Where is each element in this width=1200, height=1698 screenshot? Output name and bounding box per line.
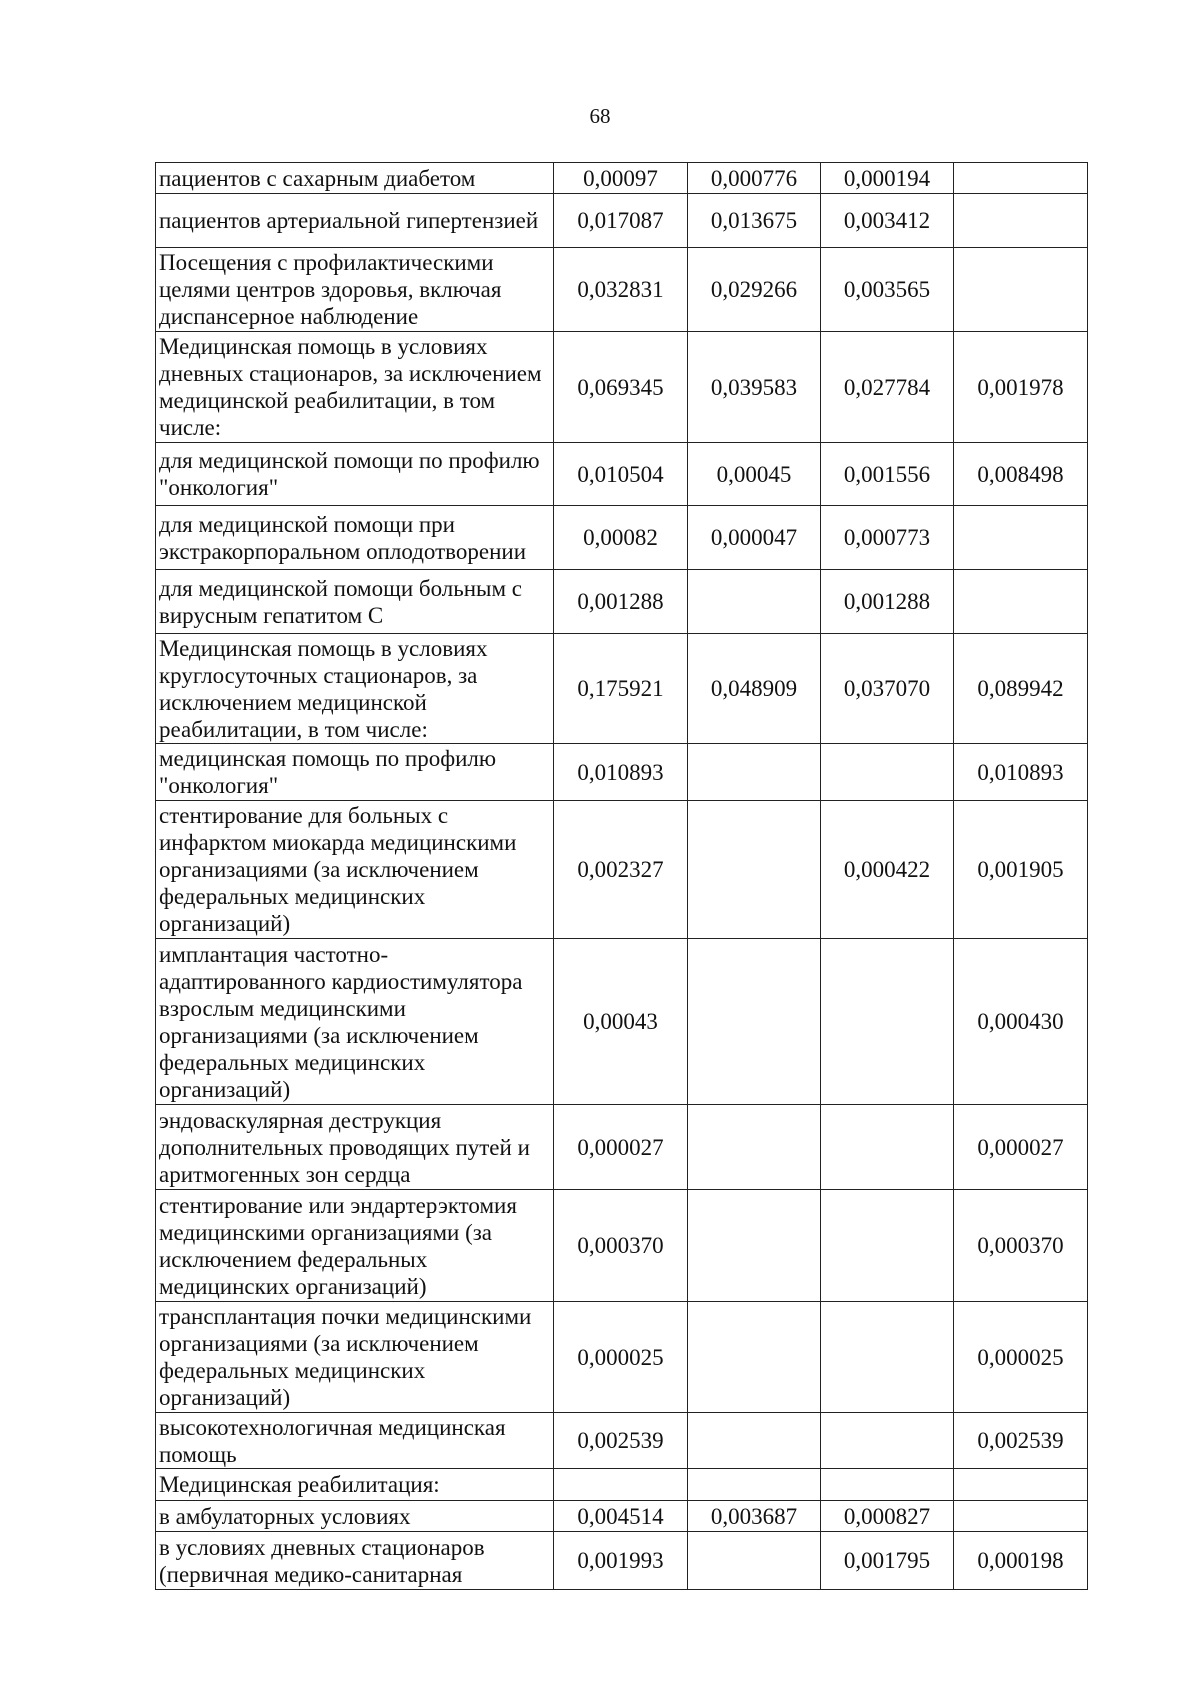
- table-row: [156, 163, 1088, 194]
- data-table: [155, 162, 1088, 1590]
- table-row: [156, 1190, 1088, 1302]
- table-row: [156, 744, 1088, 801]
- value-cell: 0,000776: [688, 163, 821, 194]
- value-cell: 0,000027: [954, 1105, 1088, 1190]
- row-label: Посещения с профилактическими целями центров здоровья, включая диспансерное наблюдение: [156, 248, 554, 332]
- value-cell: 0,001795: [821, 1532, 954, 1590]
- table-row: [156, 194, 1088, 248]
- value-cell: 0,000370: [954, 1190, 1088, 1302]
- value-cell: [821, 1469, 954, 1501]
- value-cell: [688, 1302, 821, 1413]
- row-label: в амбулаторных условиях: [156, 1501, 554, 1532]
- table-row: [156, 1469, 1088, 1501]
- table-row: [156, 506, 1088, 570]
- row-label: эндоваскулярная деструкция дополнительных проводящих путей и аритмогенных зон сердца: [156, 1105, 554, 1190]
- table-row: [156, 939, 1088, 1105]
- value-cell: [688, 1413, 821, 1469]
- value-cell: 0,001993: [554, 1532, 688, 1590]
- row-label: в условиях дневных стационаров (первичная медико-санитарная: [156, 1532, 554, 1590]
- table-row: [156, 443, 1088, 506]
- row-label: высокотехнологичная медицинская помощь: [156, 1413, 554, 1469]
- value-cell: 0,039583: [688, 332, 821, 443]
- value-cell: 0,010504: [554, 443, 688, 506]
- value-cell: 0,002539: [554, 1413, 688, 1469]
- value-cell: 0,000773: [821, 506, 954, 570]
- value-cell: 0,002539: [954, 1413, 1088, 1469]
- table-row: [156, 248, 1088, 332]
- value-cell: 0,027784: [821, 332, 954, 443]
- value-cell: [954, 194, 1088, 248]
- value-cell: 0,003412: [821, 194, 954, 248]
- value-cell: 0,032831: [554, 248, 688, 332]
- table-row: [156, 801, 1088, 939]
- table-row: [156, 1532, 1088, 1590]
- value-cell: 0,029266: [688, 248, 821, 332]
- value-cell: [821, 744, 954, 801]
- value-cell: 0,000827: [821, 1501, 954, 1532]
- value-cell: [954, 1501, 1088, 1532]
- value-cell: [821, 939, 954, 1105]
- value-cell: 0,008498: [954, 443, 1088, 506]
- row-label: Медицинская помощь в условиях дневных стационаров, за исключением медицинской реабилитации, в том числе:: [156, 332, 554, 443]
- value-cell: [688, 801, 821, 939]
- row-label: трансплантация почки медицинскими организациями (за исключением федеральных медицинских организаций): [156, 1302, 554, 1413]
- value-cell: 0,010893: [954, 744, 1088, 801]
- value-cell: 0,001288: [821, 570, 954, 634]
- value-cell: 0,089942: [954, 634, 1088, 744]
- table-row: [156, 1413, 1088, 1469]
- value-cell: 0,001905: [954, 801, 1088, 939]
- value-cell: [954, 1469, 1088, 1501]
- row-label: для медицинской помощи больным с вирусным гепатитом С: [156, 570, 554, 634]
- value-cell: [554, 1469, 688, 1501]
- value-cell: [954, 506, 1088, 570]
- value-cell: [688, 1105, 821, 1190]
- value-cell: 0,000198: [954, 1532, 1088, 1590]
- value-cell: 0,001978: [954, 332, 1088, 443]
- value-cell: 0,037070: [821, 634, 954, 744]
- value-cell: 0,004514: [554, 1501, 688, 1532]
- value-cell: 0,069345: [554, 332, 688, 443]
- value-cell: 0,00043: [554, 939, 688, 1105]
- value-cell: [954, 163, 1088, 194]
- row-label: для медицинской помощи по профилю "онкология": [156, 443, 554, 506]
- row-label: Медицинская реабилитация:: [156, 1469, 554, 1501]
- table-row: [156, 332, 1088, 443]
- value-cell: [954, 248, 1088, 332]
- row-label: стентирование для больных с инфарктом миокарда медицинскими организациями (за исключением федеральных медицинских организаций): [156, 801, 554, 939]
- value-cell: 0,001288: [554, 570, 688, 634]
- value-cell: [821, 1302, 954, 1413]
- value-cell: 0,000025: [954, 1302, 1088, 1413]
- value-cell: 0,017087: [554, 194, 688, 248]
- table-row: [156, 570, 1088, 634]
- value-cell: 0,000047: [688, 506, 821, 570]
- value-cell: [821, 1413, 954, 1469]
- row-label: стентирование или эндартерэктомия медицинскими организациями (за исключением федеральных медицинских организаций): [156, 1190, 554, 1302]
- value-cell: 0,175921: [554, 634, 688, 744]
- value-cell: 0,000370: [554, 1190, 688, 1302]
- value-cell: 0,013675: [688, 194, 821, 248]
- table-row: [156, 1105, 1088, 1190]
- table-row: [156, 1501, 1088, 1532]
- page-number: 68: [589, 104, 611, 128]
- value-cell: 0,003687: [688, 1501, 821, 1532]
- value-cell: [688, 939, 821, 1105]
- value-cell: [954, 570, 1088, 634]
- row-label: пациентов с сахарным диабетом: [156, 163, 554, 194]
- value-cell: [688, 570, 821, 634]
- value-cell: 0,00097: [554, 163, 688, 194]
- value-cell: [821, 1190, 954, 1302]
- value-cell: 0,000194: [821, 163, 954, 194]
- value-cell: 0,010893: [554, 744, 688, 801]
- value-cell: 0,048909: [688, 634, 821, 744]
- value-cell: 0,000430: [954, 939, 1088, 1105]
- value-cell: [688, 1469, 821, 1501]
- value-cell: 0,000025: [554, 1302, 688, 1413]
- value-cell: [688, 744, 821, 801]
- row-label: пациентов артериальной гипертензией: [156, 194, 554, 248]
- table-row: [156, 634, 1088, 744]
- row-label: для медицинской помощи при экстракорпоральном оплодотворении: [156, 506, 554, 570]
- value-cell: 0,00082: [554, 506, 688, 570]
- value-cell: 0,00045: [688, 443, 821, 506]
- value-cell: 0,003565: [821, 248, 954, 332]
- row-label: Медицинская помощь в условиях круглосуточных стационаров, за исключением медицинской реабилитации, в том числе:: [156, 634, 554, 744]
- value-cell: 0,000027: [554, 1105, 688, 1190]
- value-cell: 0,000422: [821, 801, 954, 939]
- row-label: имплантация частотно-адаптированного кардиостимулятора взрослым медицинскими организациями (за исключением федеральных медицинских организаций): [156, 939, 554, 1105]
- row-label: медицинская помощь по профилю "онкология": [156, 744, 554, 801]
- value-cell: [688, 1532, 821, 1590]
- value-cell: [688, 1190, 821, 1302]
- value-cell: 0,001556: [821, 443, 954, 506]
- value-cell: [821, 1105, 954, 1190]
- table-row: [156, 1302, 1088, 1413]
- value-cell: 0,002327: [554, 801, 688, 939]
